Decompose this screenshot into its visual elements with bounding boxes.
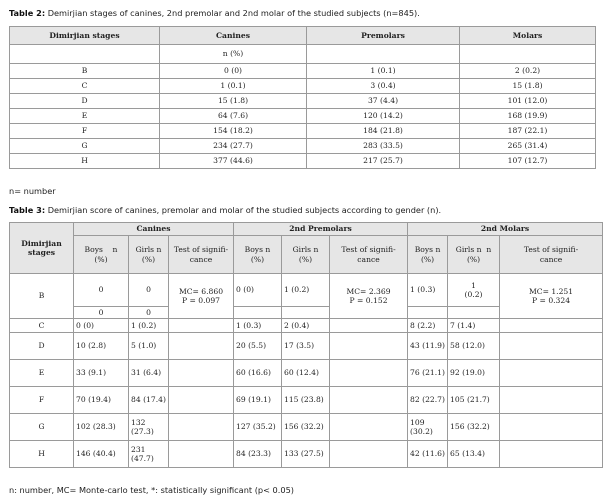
table3-empty-cell [500,387,603,414]
table3-value-cell: 69 (19.1) [234,387,282,414]
table3-value-cell: 58 (12.0) [448,333,500,360]
table2-header-stage: Dimirjian stages [10,27,160,45]
table2-value-cell: 234 (27.7) [160,139,307,154]
table3-empty-cell [500,441,603,468]
table3-value-cell: 20 (5.5) [234,333,282,360]
table3-caption-text: Demirjian score of canines, premolar and molar of the studied subjects according to gender (n). [45,205,442,215]
table2-value-cell: 15 (1.8) [160,94,307,109]
table3-value-cell: 115 (23.8) [282,387,330,414]
table3-value-cell: 1 (0.3) [234,319,282,333]
table3-value-cell: 0 (0) [74,319,129,333]
table3-footnote: n: number, MC= Monte-carlo test, *: statistically significant (p< 0.05) [9,485,294,495]
table3-sub-boys: Boys n (%) [234,236,282,274]
table2-header-molars: Molars [460,27,596,45]
table2-header-row [10,27,596,45]
table3-value-cell: 65 (13.4) [448,441,500,468]
table3-stage-cell: F [10,387,74,414]
table2-header-canines: Canines [160,27,307,45]
table2-value-cell: 184 (21.8) [307,124,460,139]
table2-value-cell: 64 (7.6) [160,109,307,124]
table2-value-cell: 120 (14.2) [307,109,460,124]
table3-value-cell: 127 (35.2) [234,414,282,441]
table2-caption-label: Table 2: [9,8,46,18]
table2-row [10,94,596,109]
table3-value-cell: 146 (40.4) [74,441,129,468]
table2-value-cell: 2 (0.2) [460,64,596,79]
table3-empty-cell [330,441,408,468]
table2-row [10,154,596,169]
table3-stage-cell: E [10,360,74,387]
table3-empty-cell [500,414,603,441]
table3-row [10,387,603,414]
table2-footnote: n= number [9,186,56,196]
table3-stage-cell: H [10,441,74,468]
table3-sub-boys: Boys n (%) [408,236,448,274]
table2-value-cell: 0 (0) [160,64,307,79]
table3-group-canines: Canines [74,223,234,236]
table2-value-cell: 1 (0.1) [160,79,307,94]
table3-value-cell: 82 (22.7) [408,387,448,414]
table3 [9,222,603,468]
table3-sub-girls: Girls n (%) [282,236,330,274]
table2-unit-canines: n (%) [160,45,307,64]
table2-row [10,139,596,154]
table3-caption [9,205,441,215]
table3-empty-cell [330,360,408,387]
table2-value-cell: 154 (18.2) [160,124,307,139]
table2-caption-text: Demirjian stages of canines, 2nd premolar and 2nd molar of the studied subjects (n=845). [45,8,420,18]
table3-value-cell: 33 (9.1) [74,360,129,387]
table3-sub-girls: Girls n (%) [129,236,169,274]
table3-row [10,414,603,441]
table3-test-molars: MC= 1.251 P = 0.324 [500,274,603,319]
table3-empty-cell [330,387,408,414]
table2-caption [9,8,420,18]
table2-stage-cell: G [10,139,160,154]
table2-row [10,109,596,124]
table2 [9,26,596,169]
table3-value-cell: 70 (19.4) [74,387,129,414]
table2-value-cell: 377 (44.6) [160,154,307,169]
table2-value-cell: 168 (19.9) [460,109,596,124]
table2-value-cell: 101 (12.0) [460,94,596,109]
table3-group-row [10,223,603,236]
table3-value-cell: 60 (16.6) [234,360,282,387]
table3-stage-cell: C [10,319,74,333]
table2-row [10,64,596,79]
table3-empty-cell [500,333,603,360]
table3-empty-cell [330,333,408,360]
table3-value-cell: 133 (27.5) [282,441,330,468]
table3-value-cell: 1 (0.2) [129,319,169,333]
table3-empty-cell [169,387,234,414]
table3-value-cell: 156 (32.2) [448,414,500,441]
table3-value-cell: 5 (1.0) [129,333,169,360]
table3-stage-b: B [10,274,74,319]
table3-stage-cell: G [10,414,74,441]
table3-empty-cell [169,414,234,441]
table3-sub-girls: Girls n n (%) [448,236,500,274]
table2-header-premolars: Premolars [307,27,460,45]
table3-row [10,441,603,468]
table3-empty-cell [330,414,408,441]
table3-value-cell: 2 (0.4) [282,319,330,333]
table3-value-cell: 42 (11.6) [408,441,448,468]
table3-value-cell: 43 (11.9) [408,333,448,360]
table3-empty-cell [500,360,603,387]
table3-value-cell: 60 (12.4) [282,360,330,387]
table2-value-cell: 37 (4.4) [307,94,460,109]
table2-unit-row [10,45,596,64]
table2-row [10,124,596,139]
table3-value-cell: 105 (21.7) [448,387,500,414]
table2-value-cell: 3 (0.4) [307,79,460,94]
table3-value-cell: 231 (47.7) [129,441,169,468]
table3-value-cell: 84 (23.3) [234,441,282,468]
table3-test-canines: MC= 6.860 P = 0.097 [169,274,234,319]
table3-stage-cell: D [10,333,74,360]
table2-stage-cell: H [10,154,160,169]
table3-value-cell: 156 (32.2) [282,414,330,441]
table2-stage-cell: F [10,124,160,139]
table2-stage-cell: D [10,94,160,109]
table3-value-cell: 17 (3.5) [282,333,330,360]
table3-sub-test: Test of signifi- cance [330,236,408,274]
table3-value-cell: 76 (21.1) [408,360,448,387]
table3-value-cell: 132 (27.3) [129,414,169,441]
table3-value-cell: 102 (28.3) [74,414,129,441]
table2-value-cell: 107 (12.7) [460,154,596,169]
table2-value-cell: 283 (33.5) [307,139,460,154]
table3-value-cell: 7 (1.4) [448,319,500,333]
table3-empty-cell [169,319,234,333]
table3-sub-test: Test of signifi- cance [169,236,234,274]
table3-row [10,333,603,360]
table3-group-molars: 2nd Molars [408,223,603,236]
table3-empty-cell [169,441,234,468]
table3-value-cell: 8 (2.2) [408,319,448,333]
table3-test-premolars: MC= 2.369 P = 0.152 [330,274,408,319]
table2-stage-cell: C [10,79,160,94]
table2-value-cell: 217 (25.7) [307,154,460,169]
table2-value-cell: 265 (31.4) [460,139,596,154]
table3-row-b: B 0 0 MC= 6.860 P = 0.097 0 (0) 1 (0.2) MC= 2.369 P = 0.152 1 (0.3) 1 (0.2) MC= 1.251 P = 0.324 [10,274,603,307]
table3-empty-cell [330,319,408,333]
table3-header-stage: Dimirjian stages [10,223,74,274]
table3-empty-cell [500,319,603,333]
table3-sub-boys: Boys n (%) [74,236,129,274]
table3-row [10,319,603,333]
table3-value-cell: 109 (30.2) [408,414,448,441]
table3-value-cell: 10 (2.8) [74,333,129,360]
table3-value-cell: 31 (6.4) [129,360,169,387]
table3-group-premolars: 2nd Premolars [234,223,408,236]
table3-value-cell: 92 (19.0) [448,360,500,387]
table2-value-cell: 187 (22.1) [460,124,596,139]
table2-value-cell: 15 (1.8) [460,79,596,94]
table2-stage-cell: E [10,109,160,124]
table3-sub-test: Test of signifi- cance [500,236,603,274]
table2-value-cell: 1 (0.1) [307,64,460,79]
table3-empty-cell [169,360,234,387]
table3-row [10,360,603,387]
table3-empty-cell [169,333,234,360]
table3-caption-label: Table 3: [9,205,46,215]
table3-row-b2: 0 0 [10,307,603,319]
table2-stage-cell: B [10,64,160,79]
table3-value-cell: 84 (17.4) [129,387,169,414]
table3-sub-row [10,236,603,274]
table2-row [10,79,596,94]
